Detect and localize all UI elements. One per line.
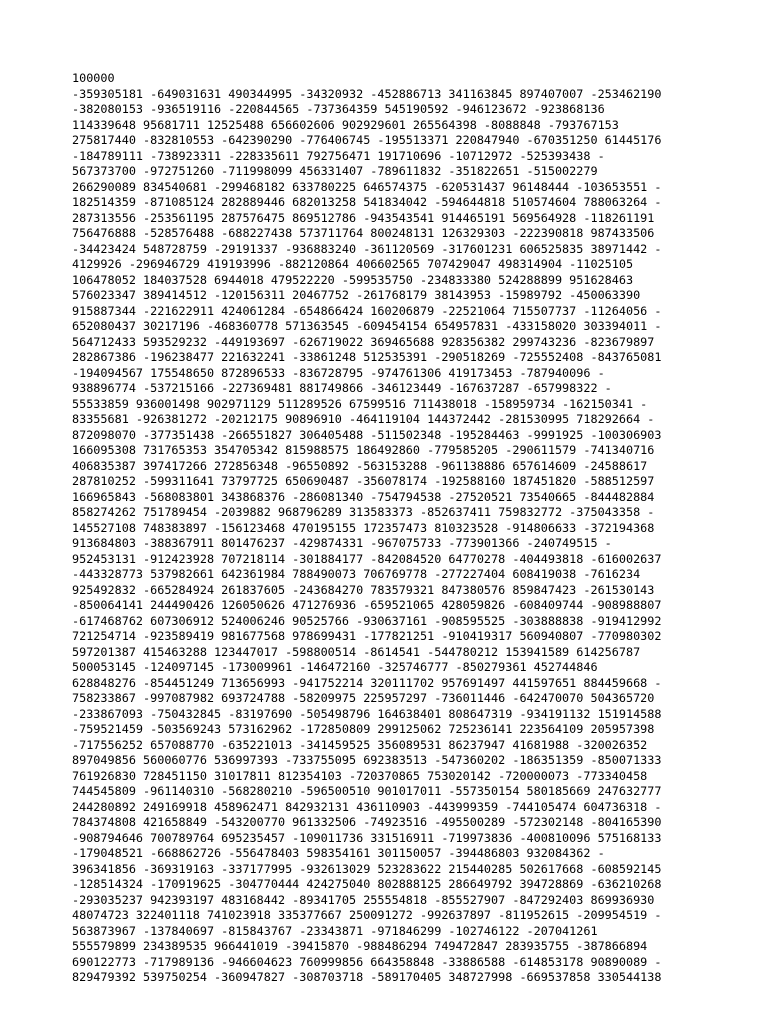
text-line: 744545809 -961140310 -568280210 -596500510 901017011 -557350154 580185669 247632777 xyxy=(72,784,662,798)
text-line: 563873967 -137840697 -815843767 -23343871 -971846299 -102746122 -207041261 xyxy=(72,923,598,938)
text-line: 938896774 -537215166 -227369481 881749866 -346123449 -167637287 -657998322 - xyxy=(72,381,612,395)
text-line: 564712433 593529232 -449193697 -626719022 369465688 928356382 299743236 -823679897 xyxy=(72,334,655,349)
text-line: 48074723 322401118 741023918 335377667 250091272 -992637897 -811952615 -209954519 - xyxy=(72,908,662,922)
text-line: -179048521 -668862726 -556478403 598354161 301150057 -394486803 932084362 - xyxy=(72,846,605,860)
text-line: 915887344 -221622911 424061284 -654866424 160206879 -22521064 715507737 -11264056 - xyxy=(72,303,662,318)
text-line: -233867093 -750432845 -83197690 -505498796 164638401 808647319 -934191132 151914588 xyxy=(72,706,662,721)
text-line: 55533859 936001498 902971129 511289526 67599516 711438018 -158959734 -162150341 - xyxy=(72,396,648,411)
text-line: -184789111 -738923311 -228335611 792756471 191710696 -10712972 -525393438 - xyxy=(72,148,605,163)
text-line: 597201387 415463288 123447017 -598800514 -8614541 -544780212 153941589 614256787 xyxy=(72,644,641,659)
text-line: 275817440 -832810553 -642390290 -776406745 -195513371 220847940 -670351250 61445176 xyxy=(72,133,662,147)
text-line: 758233867 -997087982 693724788 -58209975 225957297 -736011446 -642470070 504365720 xyxy=(72,691,655,705)
text-line: 244280892 249169918 458962471 842932131 436110903 -443999359 -744105474 604736318 - xyxy=(72,799,662,814)
text-line: -293035237 942393197 483168442 -89341705 255554818 -855527907 -847292403 869936930 xyxy=(72,892,655,907)
text-line: -359305181 -649031631 490344995 -34320932 -452886713 341163845 897407007 -253462190 xyxy=(72,86,662,101)
text-line: -908794646 700789764 695235457 -109011736 331516911 -719973836 -400810096 575168133 xyxy=(72,830,662,845)
text-line: 567373700 -972751260 -711998099 456331407 -789611832 -351822651 -515002279 xyxy=(72,164,598,178)
text-line: -128514324 -170919625 -304770444 424275040 802888125 286649792 394728869 -636210268 xyxy=(72,877,662,891)
document-body xyxy=(72,71,712,986)
text-line: 784374808 421658849 -543200770 961332506 -74923516 -495500289 -572302148 -804165390 xyxy=(72,815,662,829)
text-line: 166095308 731765353 354705342 815988575 186492860 -779585205 -290611579 -741340716 xyxy=(72,443,655,457)
text-line: 576023347 389414512 -120156311 20467752 -261768179 38143953 -15989792 -450063390 xyxy=(72,288,641,302)
text-line: 83355681 -926381272 -20212175 90896910 -464119104 144372442 -281530995 718292664 - xyxy=(72,412,655,426)
text-line: -717556252 657088770 -635221013 -341459525 356089531 86237947 41681988 -320026352 xyxy=(72,737,648,752)
text-line: 829479392 539750254 -360947827 -308703718 -589170405 348727998 -669537858 330544138 xyxy=(72,970,662,984)
text-line: -850064141 244490426 126050626 471276936 -659521065 428059826 -608409744 -908988807 xyxy=(72,598,662,612)
text-line: 761926830 728451150 31017811 812354103 -720370865 753020142 -720000073 -773340458 xyxy=(72,768,648,783)
text-line: 628848276 -854451249 713656993 -941752214 320111702 957691497 441597651 884459668 - xyxy=(72,675,662,690)
text-line: 266290089 834540681 -299468182 633780225 646574375 -620531437 96148444 -103653551 - xyxy=(72,179,662,194)
text-line: 166965843 -568083801 343868376 -286081340 -754794538 -27520521 73540665 -844482884 xyxy=(72,489,655,504)
text-line: 114339648 95681711 12525488 656602606 902929601 265564398 -8088848 -793767153 xyxy=(72,117,619,132)
text-line: 106478052 184037528 6944018 479522220 -599535750 -234833380 524288899 951628463 xyxy=(72,272,634,287)
text-line: 4129926 -296946729 419193996 -882120864 406602565 707429047 498314904 -11025105 xyxy=(72,257,634,271)
text-line: 282867386 -196238477 221632241 -33861248 512535391 -290518269 -725552408 -843765081 xyxy=(72,350,662,364)
text-line: -34423424 548728759 -29191337 -936883240 -361120569 -317601231 606525835 38971442 - xyxy=(72,241,662,256)
text-line: 913684803 -388367911 801476237 -429874331 -967075733 -773901366 -240749515 - xyxy=(72,536,612,550)
text-line: 287313556 -253561195 287576475 869512786 -943543541 914465191 569564928 -118261191 xyxy=(72,210,655,225)
text-line: -759521459 -503569243 573162962 -172850809 299125062 725236141 223564109 205957398 xyxy=(72,722,655,736)
text-line: 872098070 -377351438 -266551827 306405488 -511502348 -195284463 -9991925 -100306903 xyxy=(72,427,662,442)
text-line: -194094567 175548650 872896533 -836728795 -974761306 419173453 -787940096 - xyxy=(72,365,605,380)
text-line: 287810252 -599311641 73797725 650690487 -356078174 -192588160 187451820 -588512597 xyxy=(72,474,655,488)
text-line: 690122773 -717989136 -946604623 760999856 664358848 -33886588 -614853178 90890089 - xyxy=(72,954,662,969)
text-line: 952453131 -912423928 707218114 -301884177 -842084520 64770278 -404493818 -616002637 xyxy=(72,551,662,566)
text-line: -617468762 607306912 524006246 90525766 -930637161 -908595525 -303888838 -919412992 xyxy=(72,613,662,628)
text-line: 145527108 748383897 -156123468 470195155 172357473 810323528 -914806633 -372194368 xyxy=(72,520,655,535)
text-line: 858274262 751789454 -2039882 968796289 313583373 -852637411 759832772 -375043358 - xyxy=(72,505,655,519)
text-line: 100000 xyxy=(72,71,115,85)
text-line: 396341856 -369319163 -337177995 -932613029 523283622 215440285 502617668 -608592145 xyxy=(72,861,662,876)
text-line: 182514359 -871085124 282889446 682013258 541834042 -594644818 510574604 788063264 - xyxy=(72,195,662,209)
text-line: 721254714 -923589419 981677568 978699431 -177821251 -910419317 560940807 -770980302 xyxy=(72,629,662,643)
text-line: 652080437 30217196 -468360778 571363545 -609454154 654957831 -433158020 303394011 - xyxy=(72,319,662,333)
text-line: -443328773 537982661 642361984 788490073 706769778 -277227404 608419038 -7616234 xyxy=(72,567,641,581)
text-line: 756476888 -528576488 -688227438 573711764 800248131 126329303 -222390818 987433506 xyxy=(72,226,655,240)
text-line: 406835387 397417266 272856348 -96550892 -563153288 -961138886 657614609 -24588617 xyxy=(72,458,648,473)
text-line: 500053145 -124097145 -173009961 -146472160 -325746777 -850279361 452744846 xyxy=(72,660,598,674)
text-line: -382080153 -936519116 -220844565 -737364359 545190592 -946123672 -923868136 xyxy=(72,102,605,116)
text-line: 897049856 560060776 536997393 -733755095 692383513 -547360202 -186351359 -850071333 xyxy=(72,753,662,767)
text-line: 555579899 234389535 966441019 -39415870 -988486294 749472847 283935755 -387866894 xyxy=(72,939,648,953)
text-line: 925492832 -665284924 261837605 -243684270 783579321 847380576 859847423 -261530143 xyxy=(72,582,655,597)
